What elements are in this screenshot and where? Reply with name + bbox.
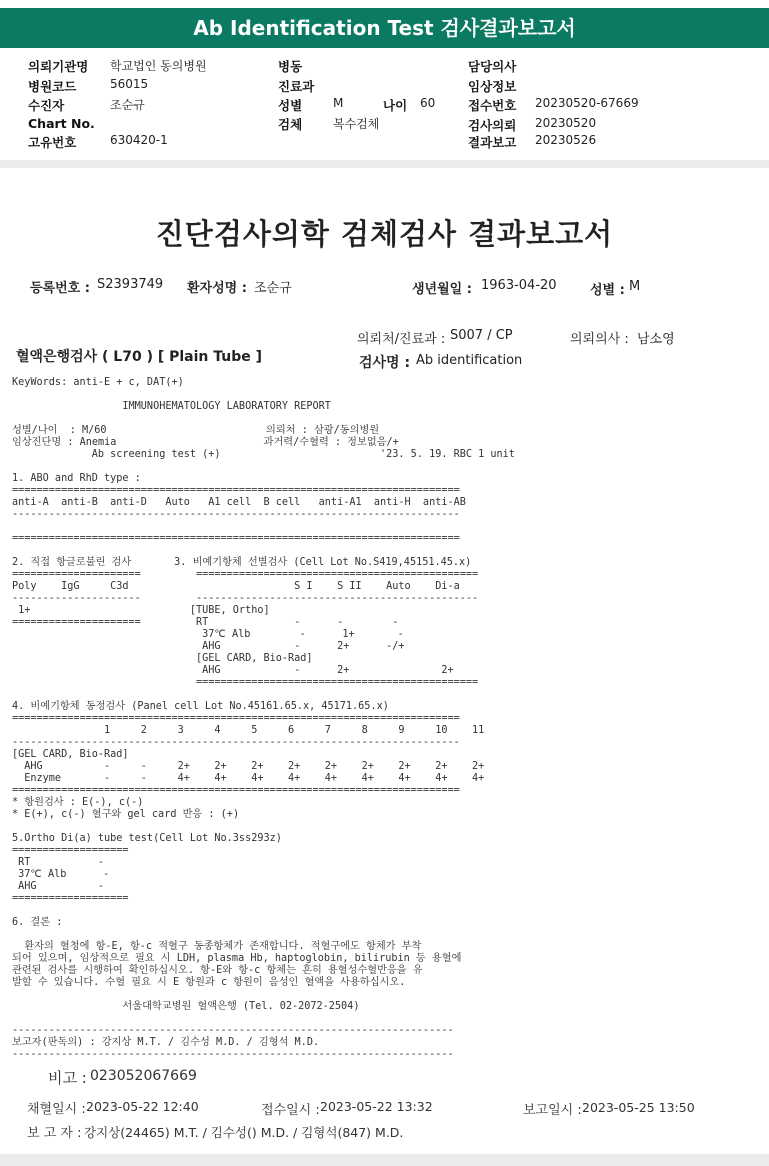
result-line: 관련된 검사를 시행하여 확인하십시오. 항-E와 항-c 항체는 흔히 용혈성수혈반응을 유 <box>12 965 423 976</box>
result-line: ========================================================================= <box>12 785 460 796</box>
result-line: 4. 비예기항체 동정검사 (Panel cell Lot No.45161.65.x, 45171.65.x) <box>12 701 389 712</box>
result-line <box>12 545 515 557</box>
result-line: ------------------------------------------------------------------------- <box>12 509 460 520</box>
result-line: ========================================================================= <box>12 533 460 544</box>
birth-date-label: 생년월일 : <box>412 282 472 297</box>
sex-label: 성별 <box>278 98 303 113</box>
result-line: ============================================== <box>12 677 479 688</box>
chart-no-label: Chart No. <box>28 116 95 131</box>
age-value: 60 <box>420 96 436 110</box>
test-section-title: 혈액은행검사 ( L70 ) [ Plain Tube ] <box>16 349 263 365</box>
unique-id-label: 고유번호 <box>28 135 77 150</box>
result-line: 37℃ Alb - 1+ - <box>12 629 404 640</box>
bottom-divider <box>0 1154 769 1166</box>
result-line: ===================== RT - - - <box>12 617 399 628</box>
specimen-value: 복수검체 <box>333 117 380 131</box>
result-line <box>12 521 515 533</box>
request-date-value: 20230520 <box>535 116 597 130</box>
reporter-value: 강지상(24465) M.T. / 김수성() M.D. / 김형석(847) M.D. <box>84 1125 404 1140</box>
collection-time-value: 2023-05-22 12:40 <box>86 1099 199 1114</box>
section-divider <box>0 160 769 168</box>
note-label: 비고 : <box>48 1069 87 1087</box>
result-line: [GEL CARD, Bio-Rad] <box>12 749 129 760</box>
result-line: KeyWords: anti-E + c, DAT(+) <box>12 377 184 388</box>
result-line: * E(+), c(-) 혈구와 gel card 반응 : (+) <box>12 809 240 820</box>
receipt-time-label: 접수일시 : <box>261 1103 320 1118</box>
result-line: 임상진단명 : Anemia 과거력/수혈력 : 정보없음/+ <box>12 437 399 448</box>
result-line: 1. ABO and RhD type : <box>12 473 141 484</box>
result-line <box>12 929 515 941</box>
result-line: Enzyme - - 4+ 4+ 4+ 4+ 4+ 4+ 4+ 4+ 4+ <box>12 773 485 784</box>
result-line: [GEL CARD, Bio-Rad] <box>12 653 313 664</box>
accession-no-value: 20230520-67669 <box>535 96 639 110</box>
result-line: 발할 수 있습니다. 수혈 필요 시 E 항원과 c 항원이 음성인 혈액을 사용하십시오. <box>12 977 406 988</box>
test-name-label: 검사명 : <box>359 355 411 371</box>
result-line: anti-A anti-B anti-D Auto A1 cell B cell anti-A1 anti-H anti-AB <box>12 497 466 508</box>
result-line: Poly IgG C3d S I S II Auto Di-a <box>12 581 460 592</box>
report-banner-title: Ab Identification Test 검사결과보고서 <box>0 8 769 48</box>
result-line: Ab screening test (+) '23. 5. 19. RBC 1 unit <box>12 449 515 460</box>
report-title: 진단검사의학 검체검사 결과보고서 <box>155 217 614 251</box>
note-value: 023052067669 <box>90 1068 197 1084</box>
result-line: =================== <box>12 893 129 904</box>
result-line: ------------------------------------------------------------------------ <box>12 1049 454 1060</box>
hospital-code-value: 56015 <box>110 77 149 91</box>
requesting-dept-label: 의뢰처/진료과 : <box>357 332 446 347</box>
sex-value: M <box>333 96 344 110</box>
birth-date-value: 1963-04-20 <box>481 278 557 293</box>
patient-name-label: 환자성명 : <box>187 281 247 296</box>
result-line: 2. 직접 항글로불린 검사 3. 비예기항체 선별검사 (Cell Lot No.S419,45151.45.x) <box>12 557 472 568</box>
result-line: RT - <box>12 857 105 868</box>
result-line: AHG - - 2+ 2+ 2+ 2+ 2+ 2+ 2+ 2+ 2+ <box>12 761 485 772</box>
clinical-info-label: 임상정보 <box>468 79 517 94</box>
receipt-time-value: 2023-05-22 13:32 <box>320 1099 433 1114</box>
result-line: 1+ [TUBE, Ortho] <box>12 605 270 616</box>
patient-value: 조순규 <box>110 98 145 112</box>
accession-no-label: 접수번호 <box>468 98 517 113</box>
result-line <box>12 413 515 425</box>
result-line <box>12 989 515 1001</box>
result-line: 37℃ Alb - <box>12 869 110 880</box>
result-line: 보고자(판독의) : 강지상 M.T. / 김수성 M.D. / 김형석 M.D. <box>12 1037 320 1048</box>
result-line: ===================== ============================================== <box>12 569 479 580</box>
result-line: 환자의 혈청에 항-E, 항-c 적혈구 동종항체가 존재합니다. 적혈구에도 항체가 부착 <box>12 941 422 952</box>
specimen-label: 검체 <box>278 117 303 132</box>
attending-doctor-label: 담당의사 <box>468 59 517 74</box>
result-line: ========================================================================= <box>12 713 460 724</box>
result-line: IMMUNOHEMATOLOGY LABORATORY REPORT <box>12 401 331 412</box>
department-label: 진료과 <box>278 79 315 94</box>
requesting-doctor-label: 의뢰의사 : <box>570 332 629 347</box>
request-date-label: 검사의뢰 <box>468 118 517 133</box>
report-time-label: 보고일시 : <box>523 1103 582 1118</box>
age-label: 나이 <box>383 98 408 113</box>
result-line: ------------------------------------------------------------------------- <box>12 737 460 748</box>
result-line: ========================================================================= <box>12 485 460 496</box>
registration-value: S2393749 <box>97 277 164 292</box>
result-line <box>12 905 515 917</box>
requesting-dept-value: S007 / CP <box>450 328 513 343</box>
ward-label: 병동 <box>278 59 303 74</box>
result-line: AHG - 2+ 2+ <box>12 665 454 676</box>
result-line: 5.Ortho Di(a) tube test(Cell Lot No.3ss293z) <box>12 833 282 844</box>
unique-id-value: 630420-1 <box>110 133 168 147</box>
result-line <box>12 461 515 473</box>
result-text-block <box>12 377 515 1061</box>
result-line <box>12 389 515 401</box>
result-line <box>12 821 515 833</box>
report-date-value: 20230526 <box>535 133 597 147</box>
patient-name-value: 조순규 <box>254 281 292 296</box>
result-line: --------------------- ---------------------------------------------- <box>12 593 479 604</box>
referring-institution-value: 학교법인 동의병원 <box>110 59 207 73</box>
report-date-label: 결과보고 <box>468 135 517 150</box>
reporter-label: 보 고 자 : <box>27 1126 82 1141</box>
result-line: AHG - <box>12 881 105 892</box>
result-line: =================== <box>12 845 129 856</box>
result-line: 서울대학교병원 혈액은행 (Tel. 02-2072-2504) <box>12 1001 360 1012</box>
report-sex-value: M <box>629 279 641 294</box>
result-line: 성별/나이 : M/60 의뢰처 : 삼광/동의병원 <box>12 425 380 436</box>
report-sex-label: 성별 : <box>590 283 625 298</box>
result-line <box>12 1013 515 1025</box>
report-time-value: 2023-05-25 13:50 <box>582 1100 695 1115</box>
result-line: AHG - 2+ -/+ <box>12 641 405 652</box>
registration-label: 등록번호 : <box>30 281 90 296</box>
result-line: ------------------------------------------------------------------------ <box>12 1025 454 1036</box>
referring-institution-label: 의뢰기관명 <box>28 59 89 74</box>
result-line: 1 2 3 4 5 6 7 8 9 10 11 <box>12 725 485 736</box>
requesting-doctor-value: 남소영 <box>637 332 675 347</box>
hospital-code-label: 병원코드 <box>28 79 77 94</box>
result-line: 되어 있으며, 임상적으로 필요 시 LDH, plasma Hb, haptoglobin, bilirubin 등 용혈에 <box>12 953 462 964</box>
test-name-value: Ab identification <box>416 353 523 368</box>
result-line: * 항원검사 : E(-), c(-) <box>12 797 144 808</box>
result-line: 6. 결론 : <box>12 917 63 928</box>
collection-time-label: 채혈일시 : <box>27 1102 86 1117</box>
patient-label: 수진자 <box>28 98 65 113</box>
result-line <box>12 689 515 701</box>
